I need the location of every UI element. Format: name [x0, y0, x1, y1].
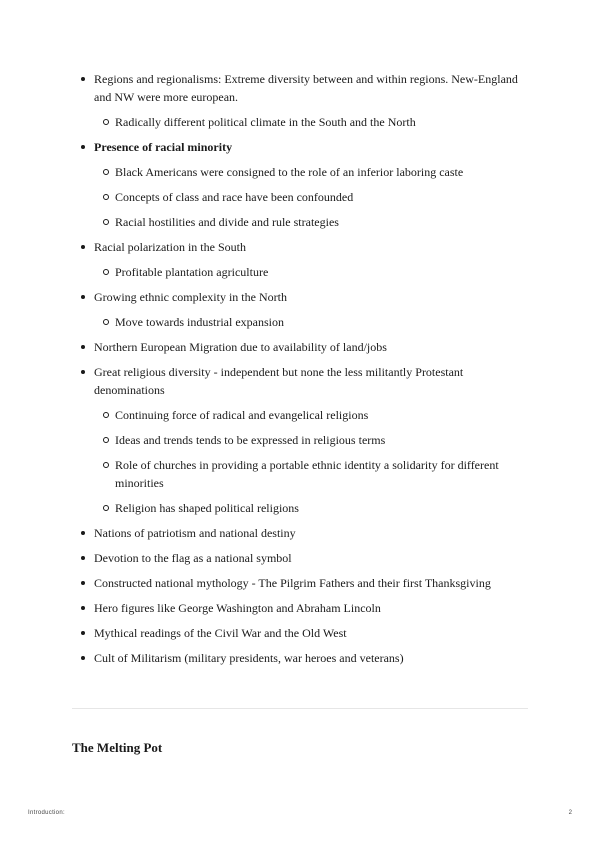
sub-list	[94, 163, 532, 231]
sub-list-item-text: Continuing force of radical and evangelical religions	[115, 408, 369, 422]
sub-list-item-text: Profitable plantation agriculture	[115, 265, 269, 279]
hollow-bullet-icon	[103, 505, 109, 511]
bullet-icon	[81, 145, 85, 149]
bullet-icon	[81, 370, 85, 374]
list-item-text: Northern European Migration due to availability of land/jobs	[94, 340, 387, 354]
hollow-bullet-icon	[103, 462, 109, 468]
bullet-icon	[81, 245, 85, 249]
list-item-text: Presence of racial minority	[94, 140, 233, 154]
list-item	[72, 549, 532, 567]
section-divider	[72, 708, 528, 709]
hollow-bullet-icon	[103, 319, 109, 325]
hollow-bullet-icon	[103, 119, 109, 125]
sub-list-item-text: Role of churches in providing a portable ethnic identity a solidarity for different minorities	[115, 458, 499, 490]
list-item	[72, 70, 532, 131]
bullet-icon	[81, 656, 85, 660]
bullet-list	[72, 70, 532, 667]
list-item	[72, 238, 532, 281]
sub-list-item-text: Ideas and trends tends to be expressed in religious terms	[115, 433, 386, 447]
sub-list-item	[94, 188, 532, 206]
list-item-text: Nations of patriotism and national destiny	[94, 526, 296, 540]
hollow-bullet-icon	[103, 412, 109, 418]
bullet-icon	[81, 531, 85, 535]
sub-list-item	[94, 431, 532, 449]
list-item	[72, 138, 532, 231]
list-item-text: Racial polarization in the South	[94, 240, 246, 254]
sub-list-item-text: Religion has shaped political religions	[115, 501, 299, 515]
list-item-text: Hero figures like George Washington and Abraham Lincoln	[94, 601, 381, 615]
sub-list-item	[94, 213, 532, 231]
list-item-text: Mythical readings of the Civil War and the Old West	[94, 626, 347, 640]
footer-page-number: 2	[568, 810, 572, 816]
hollow-bullet-icon	[103, 169, 109, 175]
sub-list-item	[94, 499, 532, 517]
list-item-text: Devotion to the flag as a national symbol	[94, 551, 292, 565]
list-item-text: Cult of Militarism (military presidents, war heroes and veterans)	[94, 651, 404, 665]
list-item	[72, 574, 532, 592]
hollow-bullet-icon	[103, 194, 109, 200]
footer-section-label: Introduction:	[28, 810, 65, 816]
list-item	[72, 599, 532, 617]
sub-list	[94, 113, 532, 131]
bullet-icon	[81, 631, 85, 635]
bullet-icon	[81, 77, 85, 81]
list-item	[72, 288, 532, 331]
bullet-icon	[81, 556, 85, 560]
list-item	[72, 338, 532, 356]
sub-list-item	[94, 456, 532, 492]
sub-list-item-text: Racial hostilities and divide and rule strategies	[115, 215, 339, 229]
hollow-bullet-icon	[103, 219, 109, 225]
list-item	[72, 524, 532, 542]
sub-list-item-text: Concepts of class and race have been confounded	[115, 190, 354, 204]
hollow-bullet-icon	[103, 437, 109, 443]
section-heading: The Melting Pot	[72, 740, 163, 755]
sub-list-item	[94, 263, 532, 281]
hollow-bullet-icon	[103, 269, 109, 275]
list-item-text: Regions and regionalisms: Extreme diversity between and within regions. New-England and NW were more european.	[94, 72, 518, 104]
document-body	[72, 70, 532, 674]
list-item-text: Great religious diversity - independent but none the less militantly Protestant denominations	[94, 365, 464, 397]
bullet-icon	[81, 345, 85, 349]
sub-list-item-text: Radically different political climate in the South and the North	[115, 115, 416, 129]
list-item	[72, 624, 532, 642]
list-item	[72, 363, 532, 517]
sub-list	[94, 406, 532, 517]
sub-list-item-text: Black Americans were consigned to the role of an inferior laboring caste	[115, 165, 464, 179]
sub-list	[94, 313, 532, 331]
bullet-icon	[81, 581, 85, 585]
sub-list	[94, 263, 532, 281]
sub-list-item	[94, 113, 532, 131]
sub-list-item	[94, 406, 532, 424]
list-item	[72, 649, 532, 667]
list-item-text: Constructed national mythology - The Pilgrim Fathers and their first Thanksgiving	[94, 576, 491, 590]
list-item-text: Growing ethnic complexity in the North	[94, 290, 287, 304]
sub-list-item	[94, 313, 532, 331]
bullet-icon	[81, 606, 85, 610]
sub-list-item	[94, 163, 532, 181]
sub-list-item-text: Move towards industrial expansion	[115, 315, 284, 329]
bullet-icon	[81, 295, 85, 299]
